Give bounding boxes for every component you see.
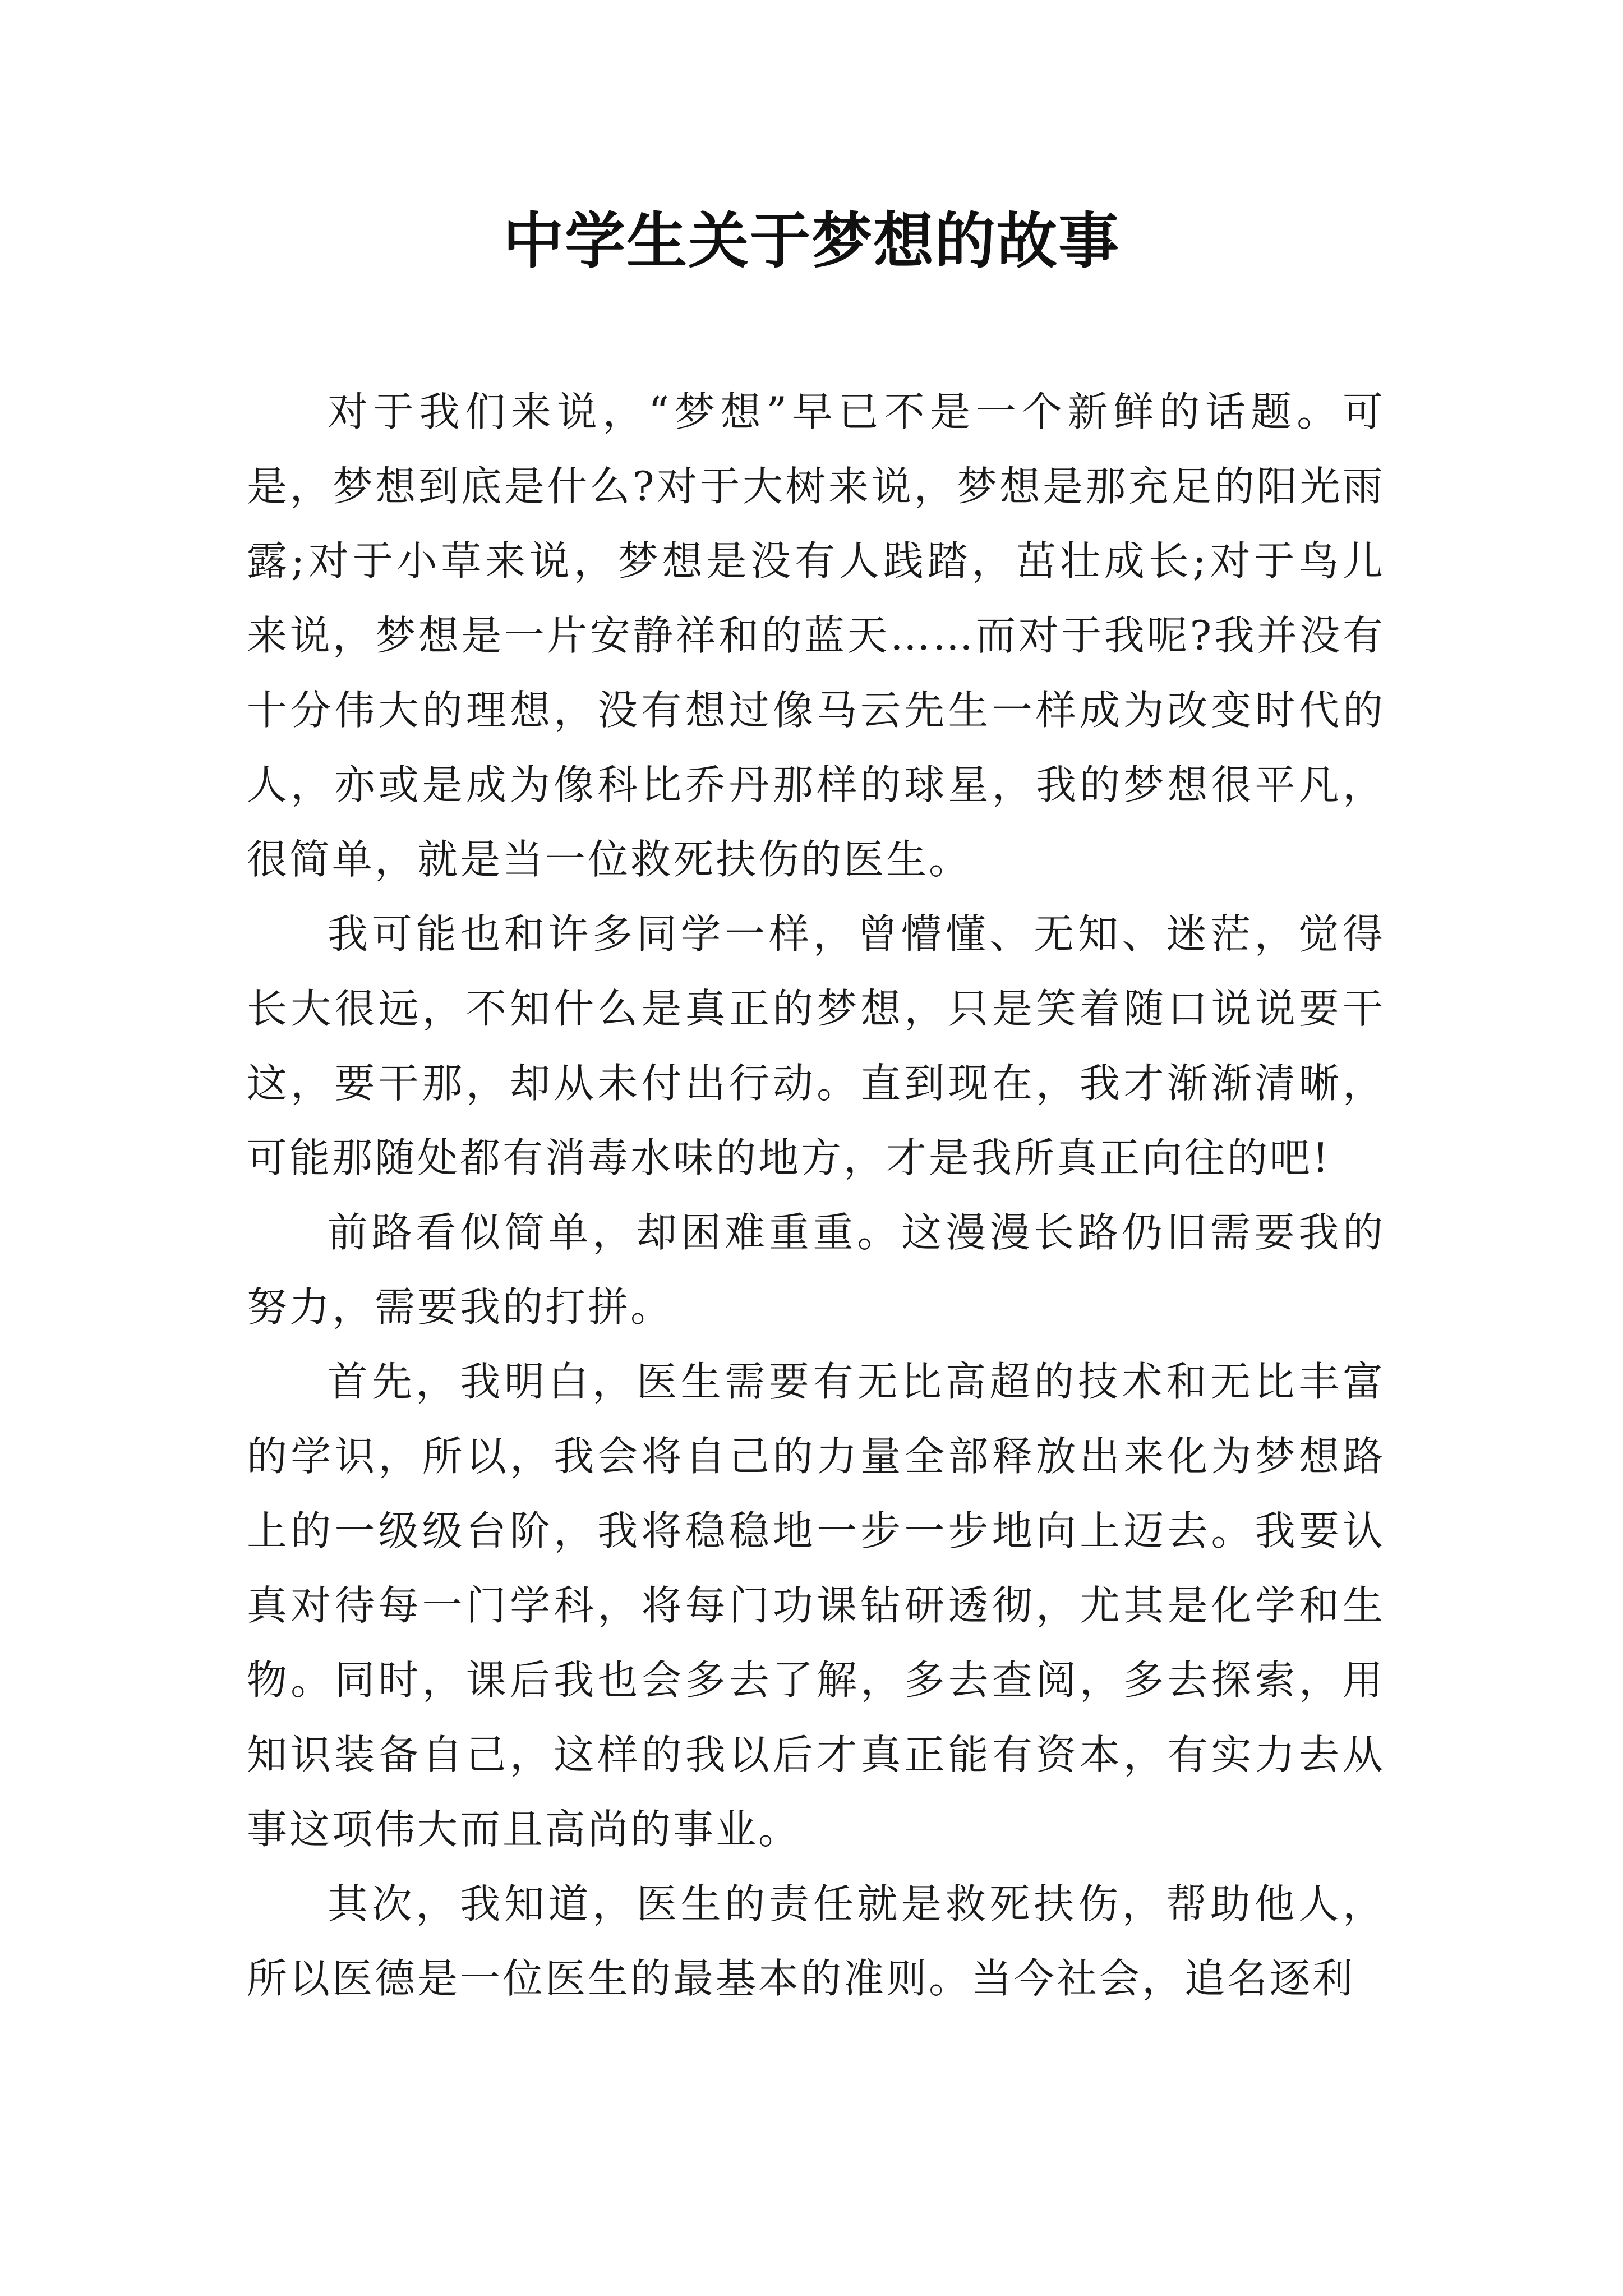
document-body xyxy=(247,375,1385,2016)
paragraph-1: 对于我们来说，“梦想”早已不是一个新鲜的话题。可是，梦想到底是什么?对于大树来说，梦想是那充足的阳光雨露;对于小草来说，梦想是没有人践踏，茁壮成长;对于鸟儿来说，梦想是一片安静祥和的蓝天……而对于我呢?我并没有十分伟大的理想，没有想过像马云先生一样成为改变时代的人，亦或是成为像科比乔丹那样的球星，我的梦想很平凡，很简单，就是当一位救死扶伤的医生。 xyxy=(247,388,1385,883)
paragraph-3: 前路看似简单，却困难重重。这漫漫长路仍旧需要我的努力，需要我的打拼。 xyxy=(247,1209,1385,1331)
paragraph-5: 其次，我知道，医生的责任就是救死扶伤，帮助他人，所以医德是一位医生的最基本的准则。当今社会，追名逐利 xyxy=(247,1880,1385,2002)
document-title: 中学生关于梦想的故事 xyxy=(502,206,1120,277)
paragraph-2: 我可能也和许多同学一样，曾懵懂、无知、迷茫，觉得长大很远，不知什么是真正的梦想，只是笑着随口说说要干这，要干那，却从未付出行动。直到现在，我才渐渐清晰，可能那随处都有消毒水味的地方，才是我所真正向往的吧! xyxy=(247,910,1385,1181)
paragraph-4: 首先，我明白，医生需要有无比高超的技术和无比丰富的学识，所以，我会将自己的力量全部释放出来化为梦想路上的一级级台阶，我将稳稳地一步一步地向上迈去。我要认真对待每一门学科，将每门功课钻研透彻，尤其是化学和生物。同时，课后我也会多去了解，多去查阅，多去探索，用知识装备自己，这样的我以后才真正能有资本，有实力去从事这项伟大而且高尚的事业。 xyxy=(247,1358,1385,1853)
